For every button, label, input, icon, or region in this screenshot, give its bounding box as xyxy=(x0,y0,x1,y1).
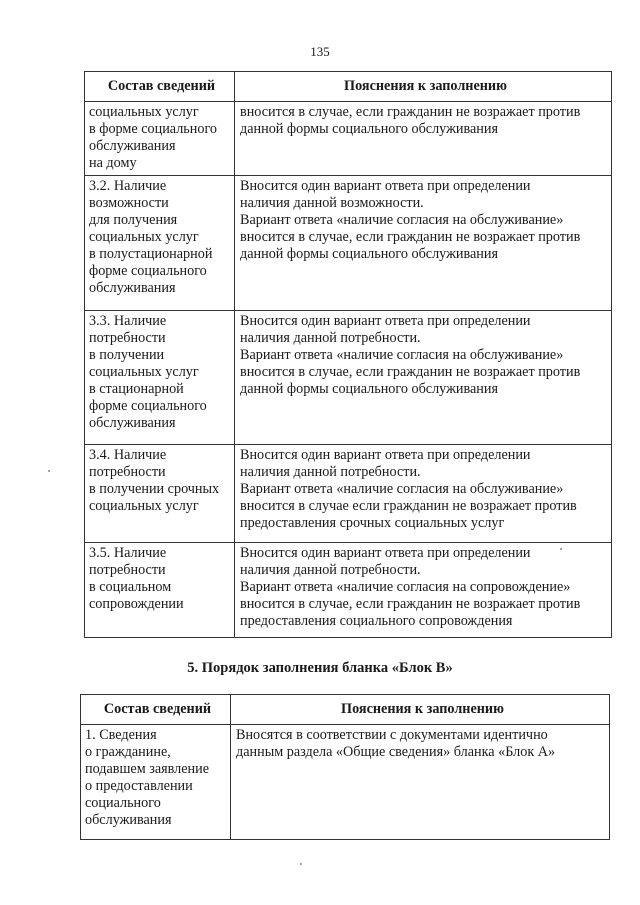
composition-cell xyxy=(85,445,235,543)
cell-line: в форме социального xyxy=(89,121,218,137)
cell-line: обслуживания xyxy=(89,138,176,154)
explanation-cell xyxy=(231,725,610,840)
cell-line: социальных услуг xyxy=(89,104,199,120)
explanation-cell xyxy=(235,543,612,638)
cell-line: вносится в случае, если гражданин не возражает против xyxy=(240,229,581,245)
cell-line: 3.3. Наличие xyxy=(89,313,167,329)
cell-line: о гражданине, xyxy=(85,744,171,760)
table-row xyxy=(85,102,612,176)
explanation-cell xyxy=(235,311,612,445)
cell-line: данной формы социального обслуживания xyxy=(240,381,499,397)
cell-line: 3.2. Наличие xyxy=(89,178,167,194)
cell-line: наличия данной возможности. xyxy=(240,195,424,211)
social-services-table xyxy=(84,71,612,638)
cell-line: 3.4. Наличие xyxy=(89,447,167,463)
cell-line: сопровождении xyxy=(89,596,184,612)
cell-line: для получения xyxy=(89,212,178,228)
cell-line: в стационарной xyxy=(89,381,184,397)
table-row xyxy=(85,311,612,445)
cell-line: данным раздела «Общие сведения» бланка «Блок А» xyxy=(236,744,556,760)
cell-line: вносится в случае, если гражданин не возражает против xyxy=(240,104,581,120)
cell-line: в получении xyxy=(89,347,165,363)
cell-line: Вносится один вариант ответа при определении xyxy=(240,178,531,194)
cell-line: в социальном xyxy=(89,579,172,595)
cell-line: Вносится один вариант ответа при определении xyxy=(240,313,531,329)
composition-cell xyxy=(85,102,235,176)
cell-line: обслуживания xyxy=(89,415,176,431)
cell-line: данной формы социального обслуживания xyxy=(240,246,499,262)
cell-line: Вариант ответа «наличие согласия на обслуживание» xyxy=(240,481,564,497)
cell-line: потребности xyxy=(89,330,166,346)
scan-speck xyxy=(48,470,50,472)
header-composition: Состав сведений xyxy=(85,72,235,102)
cell-line: социальных услуг xyxy=(89,364,199,380)
cell-line: предоставления социального сопровождения xyxy=(240,613,513,629)
header-explanations: Пояснения к заполнению xyxy=(235,72,612,102)
scan-speck xyxy=(560,548,562,550)
table-row xyxy=(85,543,612,638)
cell-line: наличия данной потребности. xyxy=(240,562,421,578)
cell-line: в полустационарной xyxy=(89,246,213,262)
cell-line: Вносится один вариант ответа при определении xyxy=(240,545,531,561)
scan-speck xyxy=(300,863,302,865)
cell-line: Вносится один вариант ответа при определении xyxy=(240,447,531,463)
cell-line: Вариант ответа «наличие согласия на обслуживание» xyxy=(240,212,564,228)
cell-line: Вариант ответа «наличие согласия на сопровождение» xyxy=(240,579,571,595)
cell-line: вносится в случае, если гражданин не возражает против xyxy=(240,596,581,612)
block-b-table xyxy=(80,694,610,840)
cell-line: форме социального xyxy=(89,263,207,279)
cell-line: вносится в случае если гражданин не возражает против xyxy=(240,498,577,514)
cell-line: в получении срочных xyxy=(89,481,220,497)
composition-cell xyxy=(85,176,235,311)
table-row xyxy=(85,176,612,311)
page-number: 135 xyxy=(310,44,330,59)
header-composition: Состав сведений xyxy=(81,695,231,725)
cell-line: подавшем заявление xyxy=(85,761,210,777)
cell-line: о предоставлении xyxy=(85,778,193,794)
composition-cell xyxy=(85,543,235,638)
cell-line: 3.5. Наличие xyxy=(89,545,167,561)
table-row xyxy=(81,725,610,840)
table-body xyxy=(81,725,610,840)
cell-line: Вносятся в соответствии с документами идентично xyxy=(236,727,548,743)
table-row xyxy=(85,445,612,543)
cell-line: данной формы социального обслуживания xyxy=(240,121,499,137)
cell-line: вносится в случае, если гражданин не возражает против xyxy=(240,364,581,380)
table-body xyxy=(85,102,612,638)
explanation-cell xyxy=(235,176,612,311)
cell-line: форме социального xyxy=(89,398,207,414)
explanation-cell xyxy=(235,445,612,543)
explanation-cell xyxy=(235,102,612,176)
cell-line: 1. Сведения xyxy=(85,727,157,743)
composition-cell xyxy=(85,311,235,445)
cell-line: обслуживания xyxy=(89,280,176,296)
cell-line: социального xyxy=(85,795,161,811)
cell-line: потребности xyxy=(89,464,166,480)
cell-line: социальных услуг xyxy=(89,498,199,514)
cell-line: Вариант ответа «наличие согласия на обслуживание» xyxy=(240,347,564,363)
cell-line: предоставления срочных социальных услуг xyxy=(240,515,505,531)
composition-cell xyxy=(81,725,231,840)
header-explanations: Пояснения к заполнению xyxy=(231,695,610,725)
cell-line: обслуживания xyxy=(85,812,172,828)
section-heading: 5. Порядок заполнения бланка «Блок В» xyxy=(187,660,453,676)
cell-line: наличия данной потребности. xyxy=(240,464,421,480)
cell-line: на дому xyxy=(89,155,137,171)
cell-line: наличия данной потребности. xyxy=(240,330,421,346)
cell-line: потребности xyxy=(89,562,166,578)
cell-line: социальных услуг xyxy=(89,229,199,245)
cell-line: возможности xyxy=(89,195,169,211)
